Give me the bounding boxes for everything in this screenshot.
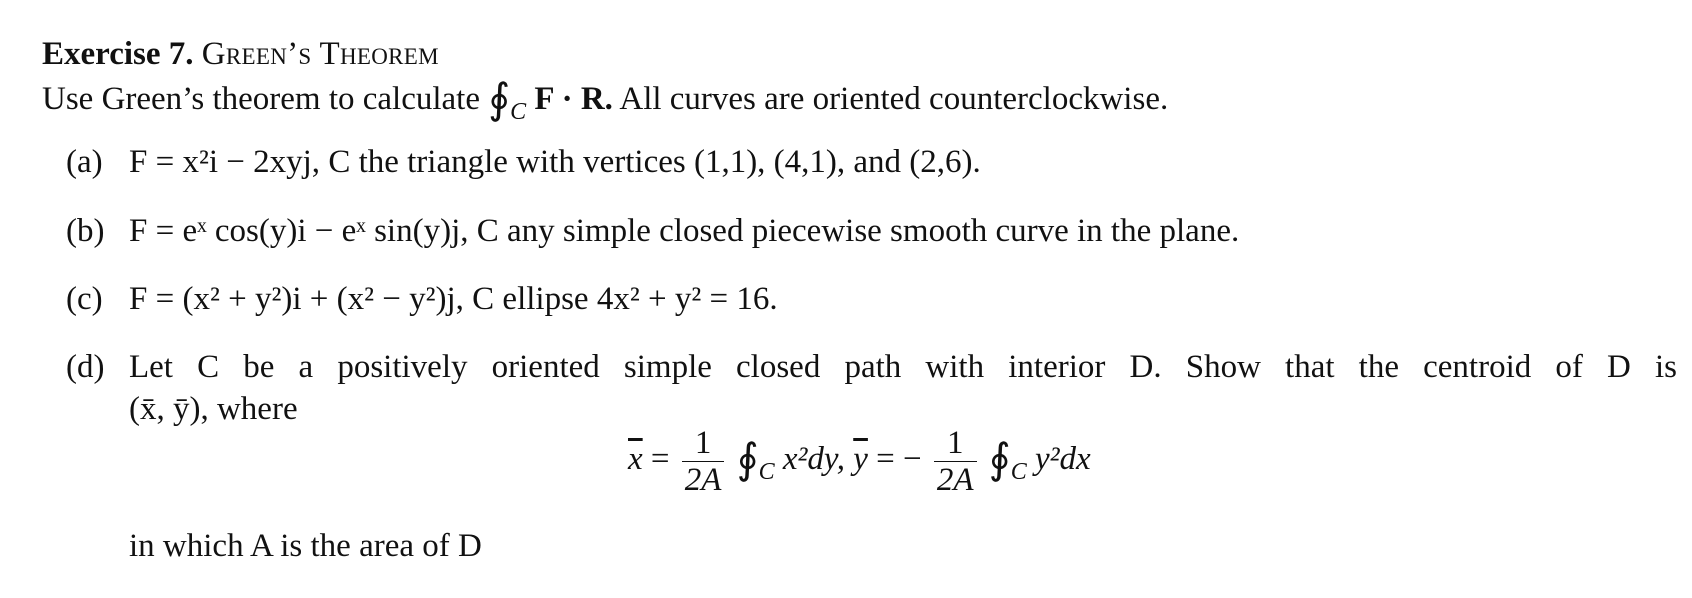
intro-prefix: Use Green’s theorem to calculate: [42, 81, 480, 117]
xbar-numerator: 1: [694, 425, 712, 461]
ybar-integrand: y²dx: [1034, 441, 1091, 478]
xbar-integrand: x²dy,: [782, 441, 845, 478]
exercise-title: Green’s Theorem: [201, 36, 439, 72]
intro-suffix: All curves are oriented counterclockwise.: [619, 81, 1169, 117]
contour-integral-symbol: ∮: [488, 77, 511, 123]
exercise-intro: [42, 76, 1169, 125]
part-a-text: [129, 142, 981, 182]
ybar-numerator: 1: [946, 425, 964, 461]
ybar-denominator: 2A: [934, 461, 977, 498]
intro-integrand: F · R.: [534, 81, 613, 117]
xbar-fraction: [682, 425, 725, 498]
part-b-field: F = eˣ cos(y)i − eˣ sin(y)j,: [129, 213, 469, 249]
part-a-label: (a): [66, 144, 103, 180]
part-d-closing: in which A is the area of D: [129, 528, 482, 564]
contour-integral-symbol: ∮: [736, 437, 759, 484]
equals-sign: =: [650, 441, 670, 478]
part-a-curve: C the triangle with vertices (1,1), (4,1), and (2,6).: [328, 144, 981, 180]
part-d-label: (d): [66, 349, 105, 385]
intro-integral-subscript: C: [510, 99, 527, 125]
contour-integral-symbol: ∮: [988, 437, 1011, 484]
xbar-integral-subscript: C: [758, 459, 775, 486]
part-c-label: (c): [66, 281, 103, 317]
ybar-symbol: $\overline{y}$: [853, 441, 868, 478]
part-b-curve: C any simple closed piecewise smooth curve in the plane.: [476, 213, 1240, 249]
equals-sign: = −: [876, 441, 922, 478]
part-d-line-1: Let C be a positively oriented simple closed path with interior D. Show that the centroid of D is: [129, 349, 1677, 385]
part-b-text: [129, 211, 1239, 251]
exercise-heading: [42, 34, 439, 74]
ybar-fraction: [934, 425, 977, 498]
xbar-denominator: 2A: [682, 461, 725, 498]
part-c-text: [129, 279, 778, 319]
part-c-field: F = (x² + y²)i + (x² − y²)j,: [129, 281, 464, 317]
part-a-field: F = x²i − 2xyj,: [129, 144, 321, 180]
part-c-curve: C ellipse 4x² + y² = 16.: [472, 281, 778, 317]
part-b-label: (b): [66, 213, 105, 249]
xbar-symbol: $\overline{x}$: [628, 441, 643, 478]
centroid-formula: [628, 425, 1091, 498]
part-d-line-2: (x̄, ȳ), where: [129, 391, 298, 427]
exercise-number: Exercise 7.: [42, 36, 194, 72]
ybar-integral-subscript: C: [1010, 459, 1027, 486]
